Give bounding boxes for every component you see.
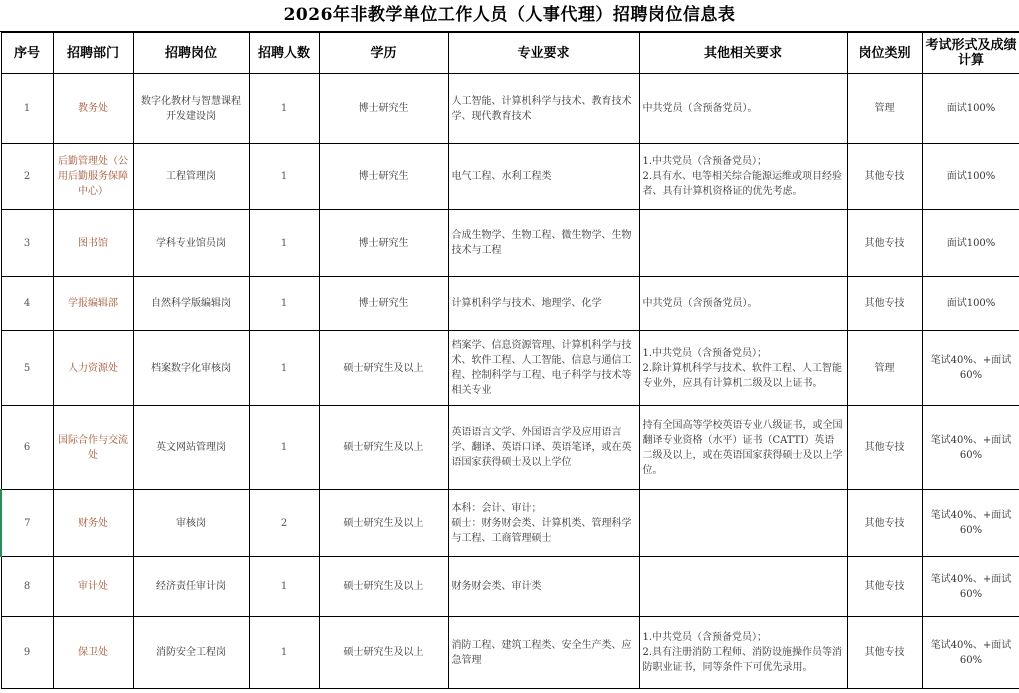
cell-post[interactable]: 经济责任审计岗	[133, 557, 249, 617]
cell-other[interactable]	[639, 210, 847, 277]
header-exam: 考试形式及成绩计算	[922, 33, 1019, 74]
cell-major[interactable]: 档案学、信息资源管理、计算机科学与技术、软件工程、人工智能、信息与通信工程、控制科学与工程、电子科学与技术等相关专业	[448, 331, 639, 406]
cell-exam[interactable]: 面试100%	[922, 210, 1019, 277]
cell-edu[interactable]: 博士研究生	[319, 210, 448, 277]
cell-cat[interactable]: 其他专技	[847, 557, 922, 617]
cell-post[interactable]: 学科专业馆员岗	[133, 210, 249, 277]
cell-count[interactable]: 1	[249, 406, 319, 490]
cell-other[interactable]: 1.中共党员（含预备党员）； 2.除计算机科学与技术、软件工程、人工智能专业外，应具有计算机二级及以上证书。	[639, 331, 847, 406]
cell-exam[interactable]: 笔试40%、+面试60%	[922, 331, 1019, 406]
cell-count[interactable]: 1	[249, 331, 319, 406]
cell-seq[interactable]: 6	[1, 406, 53, 490]
cell-cat[interactable]: 其他专技	[847, 406, 922, 490]
cell-seq[interactable]: 7	[1, 490, 53, 557]
cell-post[interactable]: 审核岗	[133, 490, 249, 557]
cell-cat[interactable]: 其他专技	[847, 210, 922, 277]
cell-dept[interactable]: 后勤管理处（公用后勤服务保障中心）	[53, 144, 133, 210]
cell-other[interactable]: 1.中共党员（含预备党员）； 2.具有水、电等相关综合能源运维或项目经验者、具有计算机资格证的优先考虑。	[639, 144, 847, 210]
cell-dept[interactable]: 图书馆	[53, 210, 133, 277]
header-major: 专业要求	[448, 33, 639, 74]
cell-major[interactable]: 英语语言文学、外国语言学及应用语言学、翻译、英语口译、英语笔译，或在英语国家获得硕士及以上学位	[448, 406, 639, 490]
cell-cat[interactable]: 其他专技	[847, 277, 922, 331]
cell-major[interactable]: 计算机科学与技术、地理学、化学	[448, 277, 639, 331]
cell-major[interactable]: 本科：会计、审计； 硕士：财务财会类、计算机类、管理科学与工程、工商管理硕士	[448, 490, 639, 557]
cell-dept[interactable]: 国际合作与交流处	[53, 406, 133, 490]
cell-cat[interactable]: 管理	[847, 74, 922, 144]
page-title: 2026年非教学单位工作人员（人事代理）招聘岗位信息表	[0, 0, 1019, 32]
cell-exam[interactable]: 笔试40%、+面试60%	[922, 490, 1019, 557]
header-cat: 岗位类别	[847, 33, 922, 74]
cell-cat[interactable]: 其他专技	[847, 490, 922, 557]
header-count: 招聘人数	[249, 33, 319, 74]
cell-post[interactable]: 档案数字化审核岗	[133, 331, 249, 406]
cell-edu[interactable]: 硕士研究生及以上	[319, 331, 448, 406]
cell-edu[interactable]: 硕士研究生及以上	[319, 557, 448, 617]
cell-other[interactable]	[639, 557, 847, 617]
cell-dept[interactable]: 人力资源处	[53, 331, 133, 406]
cell-edu[interactable]: 硕士研究生及以上	[319, 490, 448, 557]
cell-count[interactable]: 1	[249, 210, 319, 277]
cell-other[interactable]	[639, 490, 847, 557]
cell-edu[interactable]: 博士研究生	[319, 277, 448, 331]
table-row	[1, 74, 1019, 144]
header-seq: 序号	[1, 33, 53, 74]
table-row	[1, 210, 1019, 277]
cell-dept[interactable]: 教务处	[53, 74, 133, 144]
cell-seq[interactable]: 9	[1, 617, 53, 689]
cell-cat[interactable]: 管理	[847, 331, 922, 406]
cell-exam[interactable]: 笔试40%、+面试60%	[922, 557, 1019, 617]
cell-major[interactable]: 电气工程、水利工程类	[448, 144, 639, 210]
cell-post[interactable]: 工程管理岗	[133, 144, 249, 210]
cell-cat[interactable]: 其他专技	[847, 617, 922, 689]
cell-seq[interactable]: 2	[1, 144, 53, 210]
cell-other[interactable]: 中共党员（含预备党员）。	[639, 277, 847, 331]
cell-exam[interactable]: 面试100%	[922, 277, 1019, 331]
cell-seq[interactable]: 5	[1, 331, 53, 406]
cell-seq[interactable]: 1	[1, 74, 53, 144]
cell-dept[interactable]: 财务处	[53, 490, 133, 557]
cell-count[interactable]: 2	[249, 490, 319, 557]
cell-edu[interactable]: 硕士研究生及以上	[319, 406, 448, 490]
cell-exam[interactable]: 笔试40%、+面试60%	[922, 406, 1019, 490]
cell-other[interactable]: 1.中共党员（含预备党员）； 2.具有注册消防工程师、消防设施操作员等消防职业证书，同等条件下可优先录用。	[639, 617, 847, 689]
cell-count[interactable]: 1	[249, 277, 319, 331]
cell-other[interactable]: 持有全国高等学校英语专业八级证书，或全国翻译专业资格（水平）证书（CATTI）英语二级及以上，或在英语国家获得硕士及以上学位。	[639, 406, 847, 490]
cell-exam[interactable]: 面试100%	[922, 74, 1019, 144]
cell-dept[interactable]: 学报编辑部	[53, 277, 133, 331]
header-row	[1, 33, 1019, 74]
table-row	[1, 490, 1019, 557]
table-row	[1, 406, 1019, 490]
cell-other[interactable]: 中共党员（含预备党员）。	[639, 74, 847, 144]
cell-dept[interactable]: 审计处	[53, 557, 133, 617]
cell-major[interactable]: 消防工程、建筑工程类、安全生产类、应急管理	[448, 617, 639, 689]
table-row	[1, 331, 1019, 406]
cell-post[interactable]: 自然科学版编辑岗	[133, 277, 249, 331]
cell-post[interactable]: 数字化教材与智慧课程开发建设岗	[133, 74, 249, 144]
cell-major[interactable]: 人工智能、计算机科学与技术、教育技术学、现代教育技术	[448, 74, 639, 144]
cell-cat[interactable]: 其他专技	[847, 144, 922, 210]
header-edu: 学历	[319, 33, 448, 74]
cell-major[interactable]: 合成生物学、生物工程、微生物学、生物技术与工程	[448, 210, 639, 277]
cell-edu[interactable]: 博士研究生	[319, 74, 448, 144]
table-row	[1, 617, 1019, 689]
cell-count[interactable]: 1	[249, 617, 319, 689]
table-row	[1, 277, 1019, 331]
table-row	[1, 144, 1019, 210]
cell-count[interactable]: 1	[249, 557, 319, 617]
header-dept: 招聘部门	[53, 33, 133, 74]
cell-seq[interactable]: 4	[1, 277, 53, 331]
table-row	[1, 557, 1019, 617]
header-other: 其他相关要求	[639, 33, 847, 74]
cell-edu[interactable]: 博士研究生	[319, 144, 448, 210]
cell-dept[interactable]: 保卫处	[53, 617, 133, 689]
cell-post[interactable]: 英文网站管理岗	[133, 406, 249, 490]
cell-seq[interactable]: 3	[1, 210, 53, 277]
cell-count[interactable]: 1	[249, 144, 319, 210]
cell-exam[interactable]: 笔试40%、+面试60%	[922, 617, 1019, 689]
recruitment-table	[0, 32, 1019, 689]
cell-post[interactable]: 消防安全工程岗	[133, 617, 249, 689]
cell-count[interactable]: 1	[249, 74, 319, 144]
cell-exam[interactable]: 面试100%	[922, 144, 1019, 210]
cell-major[interactable]: 财务财会类、审计类	[448, 557, 639, 617]
cell-seq[interactable]: 8	[1, 557, 53, 617]
cell-edu[interactable]: 硕士研究生及以上	[319, 617, 448, 689]
header-post: 招聘岗位	[133, 33, 249, 74]
